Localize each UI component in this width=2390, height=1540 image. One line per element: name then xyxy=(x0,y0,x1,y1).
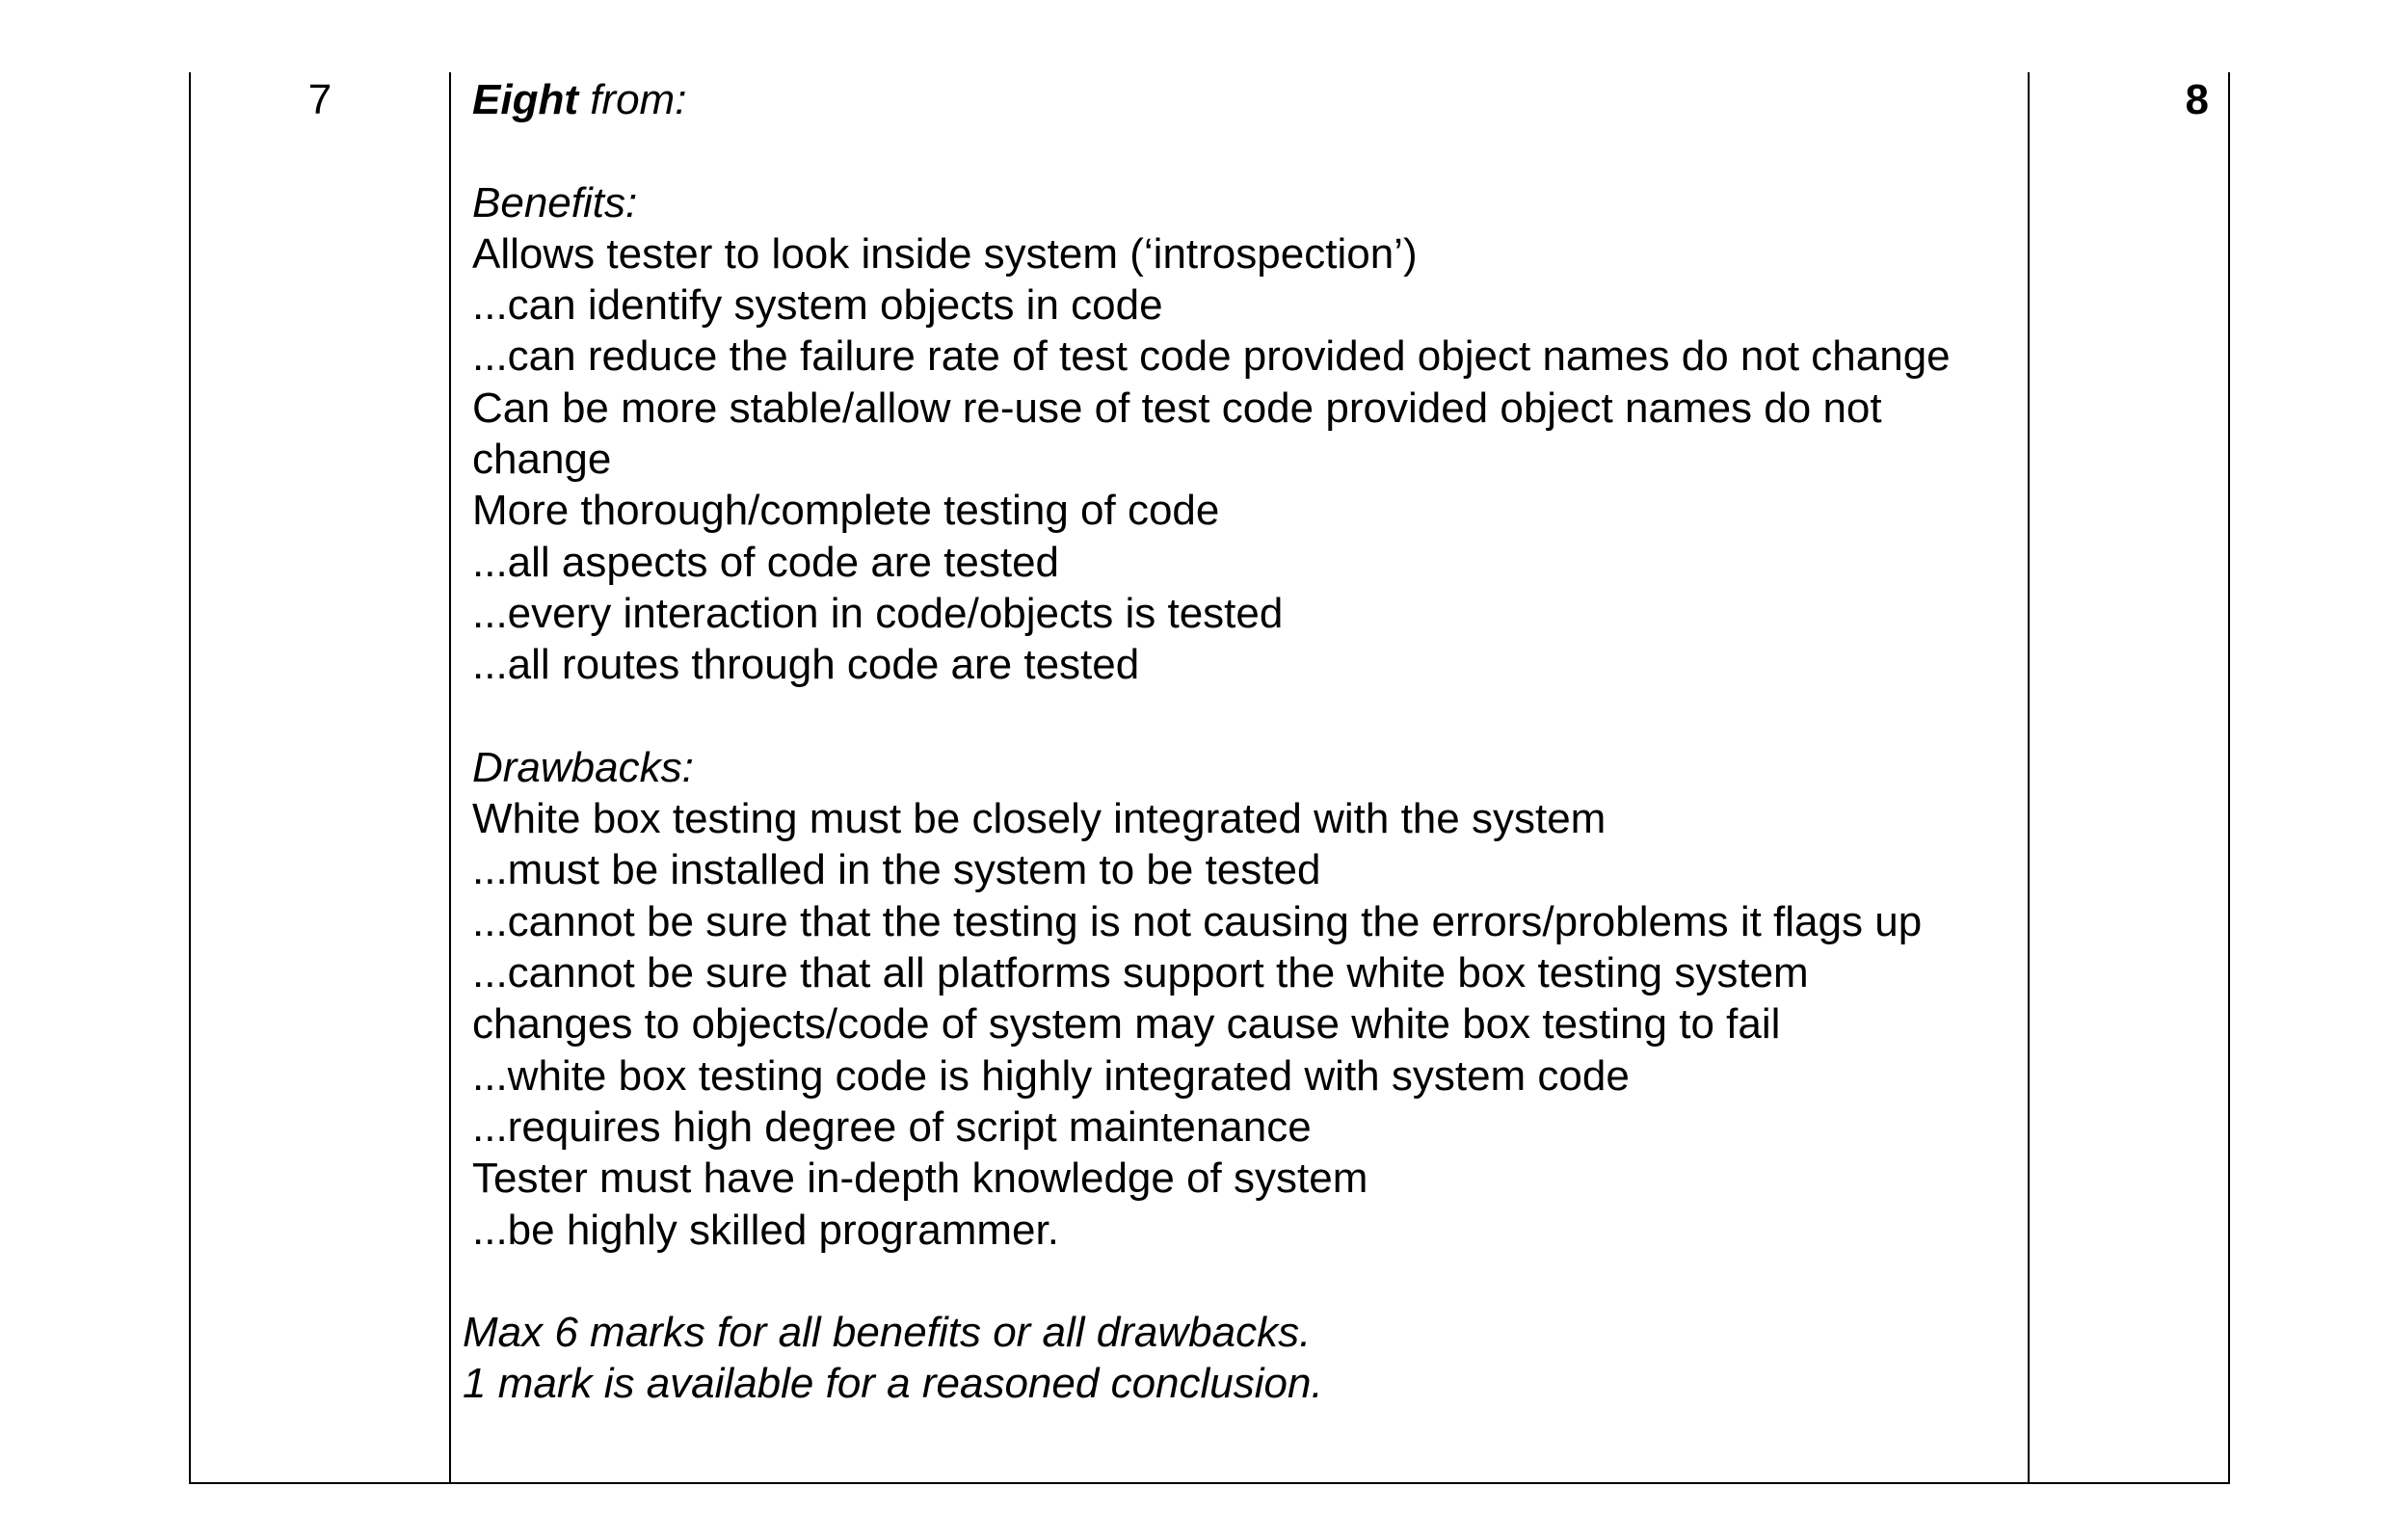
list-item: changes to objects/code of system may cause white box testing to fail xyxy=(472,1000,1781,1049)
list-item: ...must be installed in the system to be tested xyxy=(472,846,1321,894)
marking-note: 1 mark is available for a reasoned conclusion. xyxy=(463,1360,1323,1408)
marking-note: Max 6 marks for all benefits or all drawbacks. xyxy=(463,1309,1312,1357)
drawbacks-heading: Drawbacks: xyxy=(472,743,694,791)
list-item: Allows tester to look inside system (‘introspection’) xyxy=(472,229,1418,278)
spacer xyxy=(472,691,2014,742)
list-item: Can be more stable/allow re-use of test code provided object names do not change xyxy=(472,384,1882,484)
marks-value: 8 xyxy=(2185,76,2209,123)
answer-cell xyxy=(463,74,2014,1410)
spacer xyxy=(472,1256,2014,1307)
column-divider xyxy=(449,72,451,1482)
answer-intro-count: Eight xyxy=(472,76,578,123)
list-item: ...can identify system objects in code xyxy=(472,281,1163,330)
answer-intro-text: from: xyxy=(577,76,687,123)
list-item: ...all aspects of code are tested xyxy=(472,538,1060,586)
list-item: Tester must have in-depth knowledge of system xyxy=(472,1155,1368,1203)
spacer xyxy=(472,125,2014,176)
answer-intro xyxy=(472,74,2014,125)
column-divider xyxy=(2028,72,2030,1482)
question-number: 7 xyxy=(307,76,332,123)
list-item: ...cannot be sure that all platforms support the white box testing system xyxy=(472,949,1809,997)
list-item: More thorough/complete testing of code xyxy=(472,487,1220,535)
list-item: ...all routes through code are tested xyxy=(472,641,1140,689)
list-item: White box testing must be closely integrated with the system xyxy=(472,795,1607,843)
list-item: ...white box testing code is highly integrated with system code xyxy=(472,1051,1630,1100)
mark-scheme-table xyxy=(189,72,2230,1484)
list-item: ...can reduce the failure rate of test code provided object names do not change xyxy=(472,332,1951,381)
list-item: ...every interaction in code/objects is tested xyxy=(472,589,1284,637)
list-item: ...be highly skilled programmer. xyxy=(472,1206,1059,1254)
list-item: ...cannot be sure that the testing is not causing the errors/problems it flags up xyxy=(472,897,1923,945)
list-item: ...requires high degree of script maintenance xyxy=(472,1102,1312,1151)
benefits-heading: Benefits: xyxy=(472,178,638,226)
